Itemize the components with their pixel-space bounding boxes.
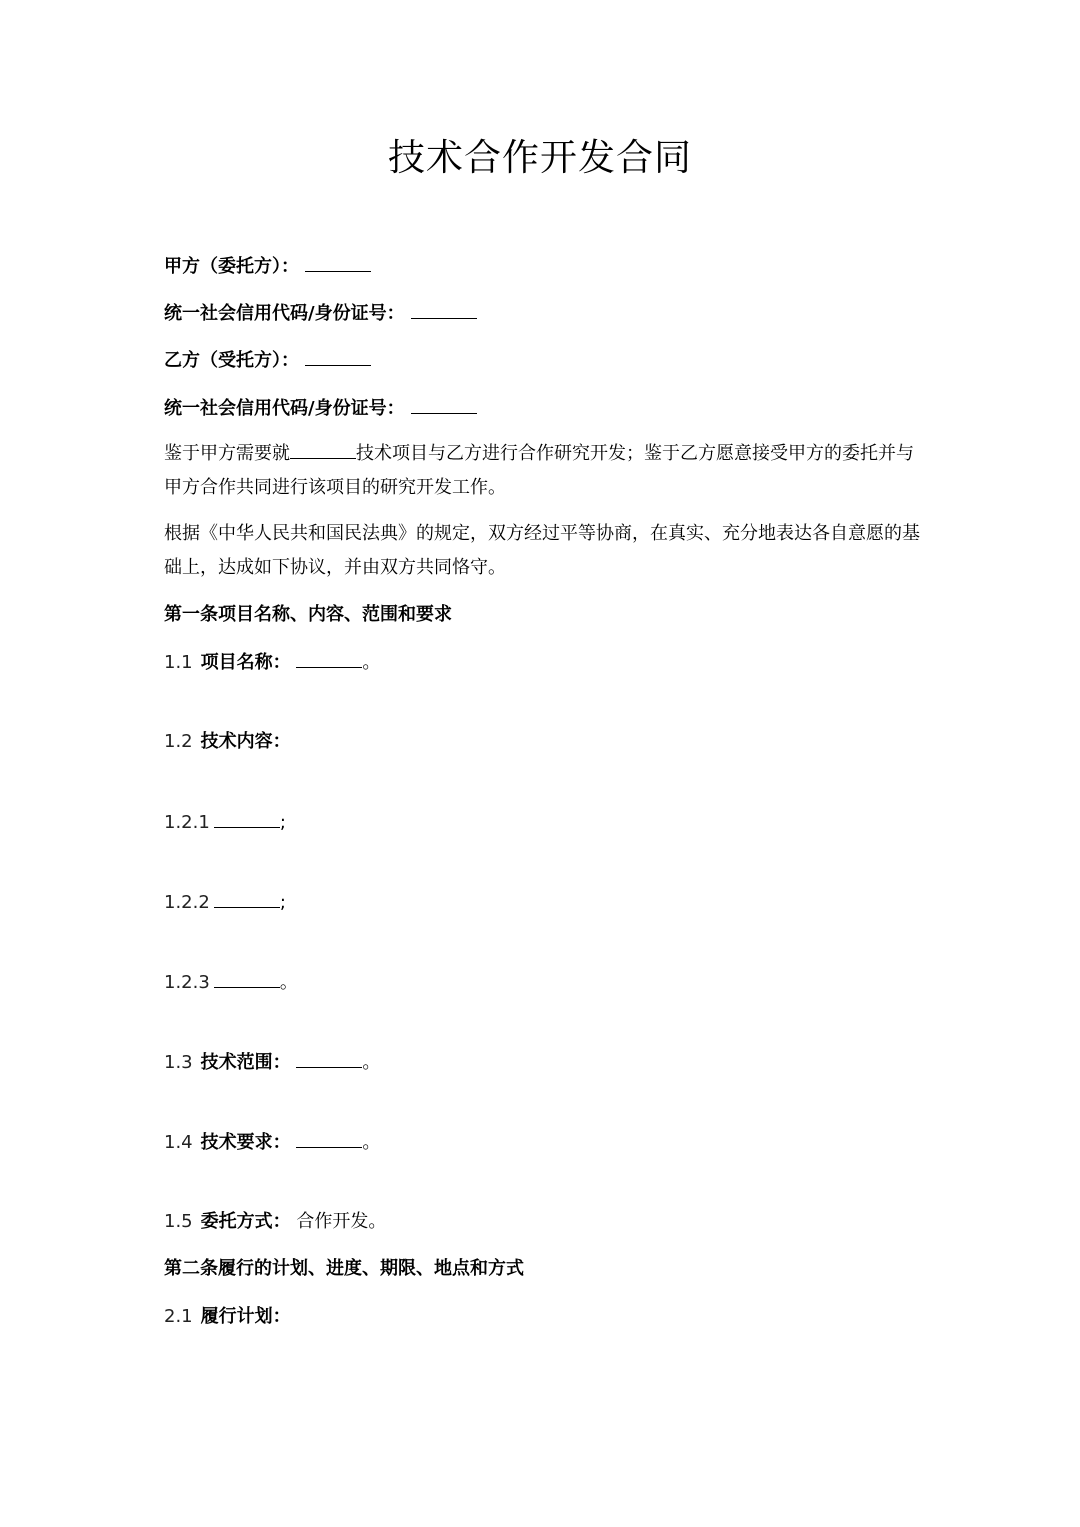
- item-1-4-blank[interactable]: [296, 1129, 362, 1148]
- item-1-3-blank[interactable]: [296, 1049, 362, 1068]
- recital-1: [164, 437, 924, 505]
- item-1-2: [164, 729, 291, 755]
- article-1-heading: 第一条项目名称、内容、范围和要求: [164, 604, 452, 625]
- item-1-2-1-end: ;: [279, 812, 286, 833]
- item-1-1-end: 。: [362, 652, 381, 673]
- item-1-4: [164, 1129, 380, 1156]
- item-1-2-number: 1.2: [164, 731, 193, 752]
- item-1-2-3: [164, 969, 298, 996]
- item-1-4-number: 1.4: [164, 1132, 193, 1153]
- party-b-credit-line: [164, 395, 477, 422]
- item-1-1-label: 项目名称：: [200, 652, 291, 673]
- recital-1-blank[interactable]: [290, 440, 356, 459]
- item-1-4-label: 技术要求：: [200, 1132, 291, 1153]
- party-a-label: 甲方（委托方）：: [164, 256, 299, 277]
- item-1-2-2: [164, 889, 286, 916]
- item-1-1: [164, 649, 380, 676]
- recital-1-part2: 技术项目与乙方进行合作研究开发；鉴于乙方愿意接受甲方的委托并与甲方合作共同进行该项目的研究开发工作。: [164, 443, 914, 498]
- item-1-2-1-number: 1.2.1: [164, 812, 210, 833]
- recital-2: 根据《中华人民共和国民法典》的规定，双方经过平等协商，在真实、充分地表达各自意愿的基础上，达成如下协议，并由双方共同恪守。: [164, 523, 920, 578]
- item-1-2-2-end: ;: [279, 892, 286, 913]
- item-2-1-label: 履行计划：: [200, 1306, 291, 1327]
- party-a-credit-blank[interactable]: [411, 300, 477, 319]
- party-a-credit-label: 统一社会信用代码/身份证号：: [164, 303, 405, 324]
- item-1-3-label: 技术范围：: [200, 1052, 291, 1073]
- item-1-3-number: 1.3: [164, 1052, 193, 1073]
- party-a-blank[interactable]: [305, 253, 371, 272]
- party-a-line: [164, 253, 371, 280]
- item-1-2-2-number: 1.2.2: [164, 892, 210, 913]
- item-1-5-number: 1.5: [164, 1211, 193, 1232]
- item-1-2-3-number: 1.2.3: [164, 972, 210, 993]
- party-b-credit-label: 统一社会信用代码/身份证号：: [164, 398, 405, 419]
- item-1-1-number: 1.1: [164, 652, 193, 673]
- item-2-1: [164, 1304, 291, 1330]
- party-b-label: 乙方（受托方）：: [164, 350, 299, 371]
- party-b-credit-blank[interactable]: [411, 395, 477, 414]
- document-title: 技术合作开发合同: [388, 136, 692, 179]
- party-a-credit-line: [164, 300, 477, 327]
- item-1-3: [164, 1049, 380, 1076]
- item-1-2-1: [164, 809, 286, 836]
- item-1-2-3-end: 。: [279, 972, 298, 993]
- item-2-1-number: 2.1: [164, 1306, 193, 1327]
- item-1-3-end: 。: [362, 1052, 381, 1073]
- item-1-5-value: 合作开发。: [296, 1211, 387, 1232]
- item-1-5: [164, 1209, 386, 1235]
- item-1-1-blank[interactable]: [296, 649, 362, 668]
- item-1-2-1-blank[interactable]: [214, 809, 280, 828]
- item-1-2-2-blank[interactable]: [214, 889, 280, 908]
- article-2-heading: 第二条履行的计划、进度、期限、地点和方式: [164, 1258, 524, 1279]
- item-1-2-3-blank[interactable]: [214, 969, 280, 988]
- item-1-2-label: 技术内容：: [200, 731, 291, 752]
- item-1-4-end: 。: [362, 1132, 381, 1153]
- item-1-5-label: 委托方式：: [200, 1211, 291, 1232]
- party-b-blank[interactable]: [305, 347, 371, 366]
- recital-1-part1: 鉴于甲方需要就: [164, 443, 290, 464]
- party-b-line: [164, 347, 371, 374]
